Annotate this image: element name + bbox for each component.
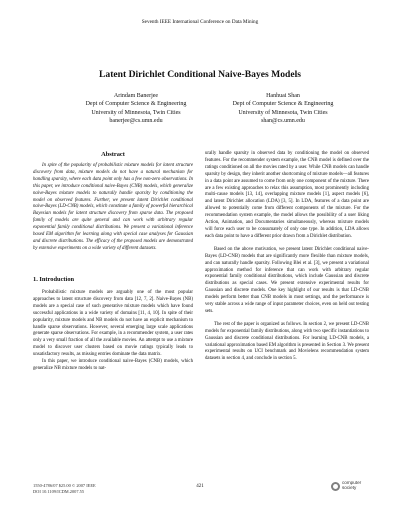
paragraph: urally handle sparsity in observed data by conditioning the model on observed features. For the recommender system example, the CNB model is defined over the ratings conditioned on all the movies rated by a user. While CNB models can handle sparsity by design, they inherit another shortcoming of mixture models—all features in a data point are assumed to come from only one component of the mixture. There are a few existing approaches to relax this assumption, most prominently including multi-cause models [13, 14], overlapping mixture models [1], aspect models [6], and latent Dirichlet allocation (LDA) [3, 5]. In LDA, features of a data point are allowed to potentially come from different components of the mixture. For the recommendation system example, the model allows the possibility of a user liking Action, Animation, and Documentaries simultaneously, whereas mixture models will force each user to be consumately of only one type. In addition, LDA allows each data point to have a different prior drawn from a Dirichlet distribution.	[205, 151, 369, 239]
author-email: shan@cs.umn.edu	[261, 117, 305, 124]
author-block-2	[198, 92, 368, 125]
author-dept: Dept of Computer Science & Engineering	[232, 101, 334, 108]
logo-line-2: society	[342, 484, 357, 490]
author-university: University of Minnesota, Twin Cities	[238, 109, 328, 116]
introduction-body	[33, 290, 193, 373]
abstract-body	[33, 163, 193, 253]
page-number: 421	[196, 484, 204, 489]
conference-header: Seventh IEEE International Conference on Data Mining	[141, 19, 259, 25]
author-block-1	[51, 92, 221, 125]
paper-title: Latent Dirichlet Conditional Naive-Bayes Models	[99, 69, 301, 80]
paragraph: Based on the above motivation, we present latent Dirichlet conditional naive-Bayes (LD-CNB) models that are significantly more flexible than mixture models, and can naturally handle sparsity. Following Blei et al. [3], we present a variational approximation method for inference that can work with arbitrary regular exponential family conditional distributions, which include Gaussian and discrete distributions as special cases. We present extensive experimental results for Gaussian and discrete models. One key highlight of our results is that LD-CNB models perform better than CNB models in most settings, and the performance is very stable across a wide range of input parameter choices, even on held out testing sets.	[205, 246, 369, 314]
paragraph: In this paper, we introduce conditional naive-Bayes (CNB) models, which generalize NB mixture models to nat-	[33, 359, 193, 371]
computer-society-icon	[331, 482, 340, 491]
logo-text	[342, 481, 361, 491]
author-name: Arindam Banerjee	[113, 93, 159, 99]
author-dept: Dept of Computer Science & Engineering	[85, 101, 187, 108]
author-email: banerjee@cs.umn.edu	[109, 117, 163, 124]
author-name: Hanhuai Shan	[266, 93, 300, 99]
abstract-text: In spite of the popularity of probabilistic mixture models for latent structure discovery from data, mixture models do not have a natural mechanism for handling sparsity, where each data point only has a few non-zero observations. In this paper, we introduce conditional naive-Bayes (CNB) models, which generalize naive-Bayes mixture models to naturally handle sparsity by conditioning the model on observed features. Further, we present latent Dirichlet conditional naive-Bayes (LD-CNB) models, which constitute a family of powerful hierarchical Bayesian models for latent structure discovery from sparse data. The proposed family of models are quite general and can work with arbitrary regular exponential family conditional distributions. We present a variational inference based EM algorithm for learning along with special case analyses for Gaussian and discrete distributions. The efficacy of the proposed models are demonstrated by extensive experiments on a wide variety of different datasets.	[33, 163, 193, 251]
abstract-heading: Abstract	[101, 151, 125, 158]
footer-isbn: 1550-4786/07 $25.00 © 2007 IEEE	[33, 483, 96, 488]
paragraph: Probabilistic mixture models are arguably one of the most popular approaches to latent structure discovery from data [12, 7, 2]. Naive-Bayes (NB) models are a special case of such generative mixture models which have found successful applications in a wide variety of domains [11, 4, 10]. In spite of their popularity, mixture models and NB models do not have an explicit mechanism to handle sparse observations. However, several emerging large scale applications generate sparse observations. For example, in a recommender system, a user rates only a very small fraction of all the available movies. An attempt to use a mixture model to discover user clusters based on movie ratings typically leads to unsatisfactory results, as missing entries dominate the data matrix.	[33, 290, 193, 358]
paragraph: The rest of the paper is organized as follows. In section 2, we present LD-CNB models for exponential family distributions, along with two specific instantiations to Gaussian and discrete conditional distributions. For learning LD-CNB models, a variational approximation based EM algorithm is presented in Section 3. We present experimental results on UCI benchmark and Movielens recommendation system datasets in section 4, and conclude in section 5.	[205, 321, 369, 362]
author-university: University of Minnesota, Twin Cities	[91, 109, 181, 116]
section-heading-introduction: 1. Introduction	[33, 276, 75, 283]
footer-doi: DOI 10.1109/ICDM.2007.55	[33, 489, 85, 494]
logo-line-1: computer	[342, 480, 362, 485]
ieee-computer-society-logo	[331, 476, 371, 500]
right-column-body	[205, 151, 369, 363]
